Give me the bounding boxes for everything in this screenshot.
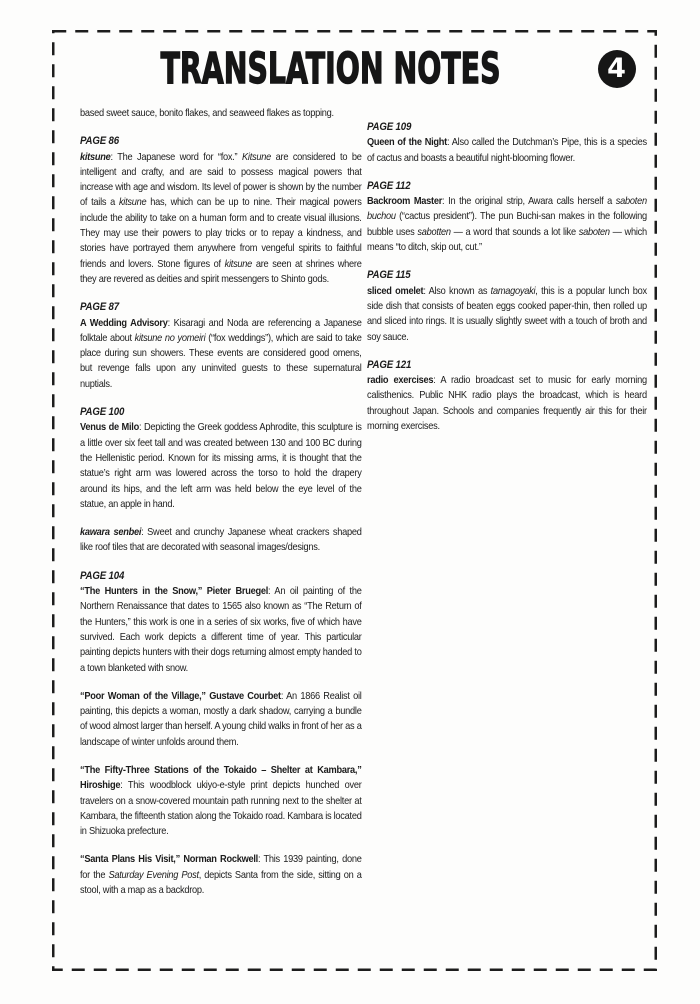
text-segment: “The Hunters in the Snow,” Pieter Bruegel <box>80 585 269 598</box>
note-block <box>80 106 362 121</box>
text-segment: Backroom Master <box>367 195 443 208</box>
note-block <box>80 300 362 392</box>
text-segment: : Sweet and crunchy Japanese wheat crackers shaped like roof tiles that are decorated with seasonal images/designs. <box>80 526 362 554</box>
note-block <box>367 268 647 344</box>
note-paragraph <box>80 420 362 512</box>
text-segment: has, which can be up to nine. Their magical powers include the ability to take on a human form and to create visual illusions. They may use their powers to play tricks or to repay a kindness, and stories have portrayed them anywhere from vengeful spirits to faithful friends and lovers. Stone figures of <box>80 196 362 270</box>
text-segment: , this is a popular lunch box side dish that consists of beaten eggs cooked paper-thin, then rolled up and sliced into rings. It is usually slightly sweet with a touch of broth and soy sauce. <box>367 284 647 343</box>
text-segment: : The Japanese word for “fox.” <box>110 150 243 163</box>
page-number-label: PAGE 100 <box>80 406 125 419</box>
text-segment: Queen of the Night <box>367 136 447 149</box>
text-segment: : A radio broadcast set to music for early morning calisthenics. Public NHK radio plays the broadcast, which is heard throughout Japan. Schools and companies frequently air this for their morning exercises. <box>367 374 647 433</box>
note-block <box>367 358 647 434</box>
note-paragraph <box>367 373 647 434</box>
text-segment: : Depicting the Greek goddess Aphrodite, this sculpture is a little over six feet tall and was created between 130 and 100 BC during the Hellenistic period. Known for its missing arms, it is thought that the statue’s right arm was lowered across the torso to hold the drapery around its hips, and the left arm was held below the eye level of the statue, an apple in hand. <box>80 421 362 510</box>
text-segment: : In the original strip, Awara calls herself a <box>442 195 616 208</box>
text-segment: saboten <box>578 225 610 238</box>
page-title <box>52 44 657 94</box>
text-segment: : Also called the Dutchman’s Pipe, this is a species of cactus and boasts a beautiful night-blooming flower. <box>367 136 647 164</box>
text-segment: based sweet sauce, bonito flakes, and seaweed flakes as topping. <box>80 107 334 119</box>
text-segment: “The Fifty-Three Stations of the Tokaido – Shelter at Kambara,” Hiroshige <box>80 763 362 792</box>
note-block <box>367 179 647 255</box>
text-segment: : This 1939 painting, done for the <box>80 853 362 881</box>
text-segment: : An oil painting of the Northern Renaissance that dates to 1565 also known as “The Return of the Hunters,” this work is one in a series of six works, five of which have survived. Each work depicts a different time of year. This particular painting depicts hunters with their dogs returning almost empty handed to a town blanketed with snow. <box>80 585 362 674</box>
page-number-label: PAGE 115 <box>367 269 411 282</box>
note-block <box>80 525 362 556</box>
page-number-label: PAGE 87 <box>80 301 119 314</box>
notes-column-left <box>80 106 362 911</box>
page-number-label: PAGE 86 <box>80 135 119 148</box>
page-title-text: TRANSLATION NOTES <box>161 44 501 94</box>
note-paragraph <box>367 284 647 345</box>
text-segment: kawara senbei <box>80 526 142 539</box>
text-segment: : Also known as <box>423 284 491 297</box>
text-segment: — which means “to ditch, skip out, cut.” <box>367 225 647 254</box>
note-paragraph <box>80 763 362 839</box>
text-segment: “Santa Plans His Visit,” Norman Rockwell <box>80 853 258 866</box>
note-block <box>80 689 362 750</box>
note-block <box>80 405 362 512</box>
text-segment: sabotten <box>417 225 451 238</box>
page-number-label: PAGE 109 <box>367 121 412 133</box>
circled-four-badge-icon: 4 <box>598 50 636 88</box>
note-paragraph <box>367 194 647 255</box>
text-segment: radio exercises <box>367 374 434 387</box>
text-segment: (“cactus president”). The pun Buchi-san makes in the following bubble uses <box>367 210 647 238</box>
text-segment: : An 1866 Realist oil painting, this depicts a woman, mostly a dark shadow, carrying a bundle of wood almost larger than herself. A young child walks in front of her as a landscape of winter unfolds around them. <box>80 689 362 748</box>
page-number-label: PAGE 121 <box>367 358 412 371</box>
note-block <box>80 134 362 287</box>
note-paragraph <box>80 525 362 556</box>
text-segment: Kitsune <box>242 150 271 163</box>
text-segment: , depicts Santa from the side, sitting on a stool, with a map as a backdrop. <box>80 868 362 897</box>
note-paragraph <box>80 106 362 121</box>
note-paragraph <box>367 135 647 166</box>
text-segment: Venus de Milo <box>80 421 139 434</box>
notes-column-right <box>367 120 647 447</box>
text-segment: kitsune <box>80 150 111 163</box>
text-segment: are seen at shrines where they are revered as deities and spirit messengers to Shinto gods. <box>80 257 362 285</box>
text-segment: A Wedding Advisory <box>80 316 168 329</box>
text-segment: kitsune <box>224 257 253 270</box>
note-block <box>80 763 362 839</box>
text-segment: are considered to be intelligent and crafty, and are said to possess magical powers that increase with age and wisdom. Its level of power is shown by the number of tails a <box>80 150 362 209</box>
text-segment: “Poor Woman of the Village,” Gustave Courbet <box>80 689 281 702</box>
note-block <box>367 120 647 166</box>
note-block <box>80 852 362 898</box>
text-segment: kitsune no yomeiri <box>134 331 206 344</box>
page-number-label: PAGE 104 <box>80 569 125 582</box>
text-segment: Saturday Evening Post <box>108 868 199 881</box>
note-paragraph <box>80 316 362 392</box>
note-paragraph <box>80 852 362 898</box>
note-paragraph <box>80 150 362 288</box>
text-segment: sliced omelet <box>367 284 424 297</box>
text-segment: : This woodblock ukiyo-e-style print depicts hunched over travelers on a snow-covered mountain path running next to the shelter at Kambara, the fifteenth station along the Tokaido road. Kambara is located in Shizuoka prefecture. <box>80 779 362 838</box>
text-segment: kitsune <box>118 196 147 209</box>
page-number-label: PAGE 112 <box>367 179 411 192</box>
text-segment: — a word that sounds a lot like <box>450 225 579 238</box>
text-segment: : Kisaragi and Noda are referencing a Japanese folktale about <box>80 316 362 344</box>
note-paragraph <box>80 584 362 676</box>
note-paragraph <box>80 689 362 750</box>
note-block <box>80 569 362 676</box>
text-segment: tamagoyaki <box>490 284 536 297</box>
text-segment: saboten buchou <box>367 195 647 223</box>
text-segment: (“fox weddings”), which are said to take place during sun showers. These events are considered good omens, but revenge falls upon any uninvited guests to these supernatural nuptials. <box>80 331 362 390</box>
